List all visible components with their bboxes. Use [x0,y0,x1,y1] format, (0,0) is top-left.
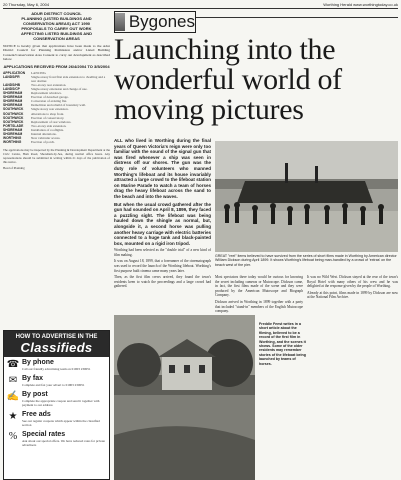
application-area: SHOREHAM [3,103,23,108]
application-area: SHOREHAM [3,95,23,100]
article-column-3 [307,273,398,300]
application-area: SOUTHWICK [3,111,24,116]
application-entry [3,140,110,144]
application-description: Single-storey front/first side extension to dwelling and a rear dormer. [31,74,106,83]
application-description: Two-storey rear extension. [31,82,67,87]
application-area: APPLICATION [3,70,26,75]
application-area: LANDS/CP [3,87,20,91]
body-paragraph: Already at this point, films made in 1899 by Dickson are now at the National Film Archive. [307,290,398,300]
application-area: LANDS/HB [3,82,21,87]
application-description: Replacement of rear windows. [31,119,72,124]
notice-signature: Head of Planning [3,166,25,171]
advert-option-description: Call our friendly advertising team on 01903 230051 [22,367,91,371]
application-area: SHOREHAM [3,127,23,132]
application-description: LANCING [31,70,46,75]
advert-option [4,389,109,409]
application-area: WORTHING [3,140,22,145]
body-paragraph: Dickson arrived in Worthing in 1899 together with a party that included "stand-in" members of the English Mutoscope company. [215,299,303,314]
application-description: Demolition and rebuild of boundary wall. [31,103,86,108]
application-area: PORTSLADE [3,123,24,128]
lifeboat-photo-image [215,141,398,252]
application-area: WORTHING [3,136,22,141]
special-rates-icon: % [8,431,18,442]
advert-option-title: By phone [22,359,54,366]
application-entry [3,75,110,83]
lead-paragraph-2: But when the usual crowd gathered after the gun had sounded on April 8, 1899, they faced a puzzling sight. The lifeboat was being hauled down the shingle as normal, but, alongside it, a second horse was pulling another heavy carriage with electric batteries connected to a huge tank and black-painted box, mounted on a rigid iron tripod. [114,201,211,246]
council-notice-heading: ADUR DISTRICT COUNCIL PLANNING (LISTED BUILDINGS AND CONSERVATION AREAS) ACT 1990 PROPOSALS TO CARRY OUT WORK AFFECTING LISTED BUILDINGS AND CONSERVATION AREAS [21,11,92,41]
application-area: SHOREHAM [3,132,23,137]
advert-option-title: Free ads [22,411,51,418]
application-area: SOUTHWICK [3,107,24,112]
application-description: Erection of conservatory. [31,115,65,120]
advert-header [4,331,109,357]
phone-icon: ☎ [6,359,20,370]
kicker-box [114,11,196,33]
advert-option-title: Special rates [22,431,66,438]
lead-paragraph: ALL who lived in Worthing during the final years of Queen Victoria's reign were only too familiar with the sound of the signal gun that was fired whenever a ship was seen in distress off our shores. The gun was the duty role of volunteers who manned Worthing's lifeboat and its house invariably attracted a large crowd to the lifeboat station on Marine Parade to watch a team of horses drag the heavy lifeboat across the sand to the beach and into the waves. [114,138,211,199]
application-description: Replacement windows. [31,91,62,96]
article-column-2 [215,273,303,314]
classifieds-logo: Classifieds [20,340,93,355]
fax-icon: ✉ [8,375,18,386]
advert-option [4,357,109,373]
body-paragraph: Most spectators there today would be curious for knowing the secret including cameras or Mutoscope. Dickson came, in fact, the first films made of the scene and they were produced by the American Mutoscope and Biograph Company. [215,275,303,298]
application-description: Erection of detached garage. [31,95,69,100]
advert-option-title: By post [22,391,48,398]
inspection-notice: The applications may be inspected by the Planning & Development Department at the Civic Centre, Ham Road, Shoreham-by-Sea, during normal office hours. Any representations should be submitted in writing within 21 days of the publication of this notice. [3,148,110,165]
application-description: Single-storey extension and change of use. [31,87,88,91]
application-area: SHOREHAM [3,91,23,96]
page-header [0,0,401,9]
advert-options [4,357,109,449]
section-label: Bygones [128,12,195,31]
post-icon: ✍ [6,391,20,402]
classifieds-advert[interactable] [3,330,110,480]
advert-option-title: By fax [22,375,44,382]
article-headline: Launching into the wonderful world of moving pictures [114,33,342,126]
body-paragraph: It was no Wild West. Dickson stayed at the rear of the town's Royal Hotel with many others of his crew and he was delighted at the response given by the people of Worthing. [307,275,398,289]
body-paragraph: Then, as the first film crews arrived, they found the town's residents keen to watch the proceedings and a large crowd had gathered. [114,275,211,289]
advert-option-description: Ask about our special offers. We have reduced rates for private advertisers [22,439,106,447]
body-paragraph: It was on August 18, 1899, that a forerunner of the cinematograph was used to record the launch of the Worthing lifeboat. Worthing's first purpose built cinema came many years later. [114,259,211,273]
advert-option [4,373,109,389]
applications-received-heading: APPLICATIONS RECEIVED FROM 26/4/2004 TO 3/5/2004 [3,63,110,69]
application-description: Conversion of existing flat. [31,99,68,104]
columnist-photo [115,13,125,31]
advert-option-description: Complete and fax your advert to 01903 230051 [22,383,85,387]
application-description: New vehicular access. [31,136,61,141]
lead-column [114,138,211,289]
free-ads-icon: ★ [8,411,18,422]
advert-option [4,429,109,449]
advert-heading: HOW TO ADVERTISE IN THE [15,334,98,340]
advert-option [4,409,109,429]
advert-option-description: See our regular coupons which appear within the classified section [22,419,100,427]
application-area: SHOREHAM [3,99,23,104]
application-description: Installation of rooflights. [31,127,64,132]
section-kicker [114,11,398,33]
header-date: 20 Thursday, May 6, 2004 [3,2,50,7]
photo-caption: GREAT "reel" items believed to have survived from the series of short films made in Worthing by American director William Dickson during April 1899. It shows Worthing's lifeboat being man-handled by a crowd of 'extras' on the beach west of the pier. [215,254,397,267]
application-description: Internal alterations. [31,132,57,137]
notice-text: NOTICE is hereby given that applications have been made to the Adur District Council for Planning Permission and/or Listed Building Consent/Conservation Area Consent to carry out development as described below. [3,44,110,62]
application-description: Single storey rear extension. [31,107,69,112]
seafront-photo [114,315,255,480]
header-masthead: Worthing Herald www.worthingtoday.co.uk [323,2,398,7]
lifeboat-beach-photo [215,141,398,252]
application-area: SOUTHWICK [3,115,24,120]
body-paragraph: Worthing had been selected as the "double trial" of a new kind of film making. [114,248,211,257]
photo-sidebar-text: Freddie Feest writes in a short article about the filming, believed to be a record of the first film in Worthing, and the scenes it shows. Some of the older residents may remember stories of the lifeboat being launched by teams of horses. [259,322,306,366]
applications-list [3,71,110,145]
bygones-article [114,10,398,480]
header-rule [3,8,398,9]
application-area: SOUTHWICK [3,119,24,124]
application-area: LANDS/FR [3,74,20,79]
application-description: Two-storey side extension. [31,123,67,128]
public-notices-column [3,11,110,480]
application-description: Alterations to shop front. [31,111,65,116]
seafront-photo-image [114,315,255,480]
advert-option-description: Complete the appropriate coupon and send it together with payment to our address [22,399,100,407]
application-description: Erection of porch. [31,140,55,145]
